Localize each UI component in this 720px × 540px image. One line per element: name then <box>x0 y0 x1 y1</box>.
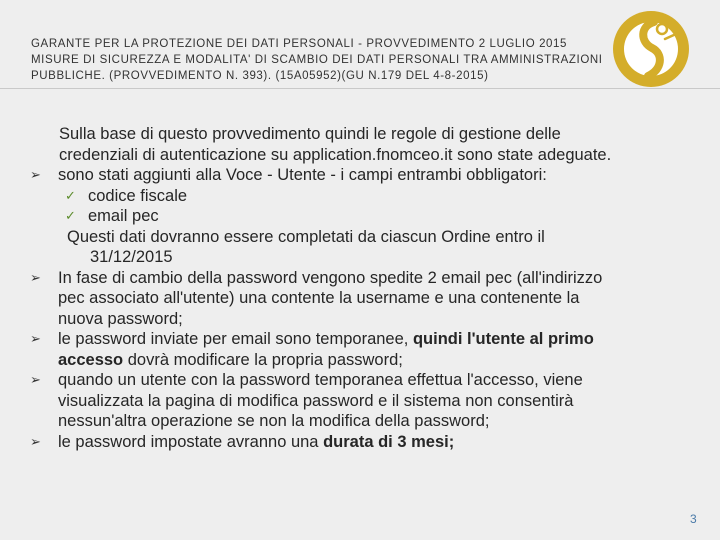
intro-line-2: credenziali di autenticazione su application.fnomceo.it sono state adeguate. <box>59 145 612 164</box>
arrow-bullet-icon: ➢ <box>30 372 41 387</box>
checkmark-icon: ✓ <box>65 208 76 223</box>
bullet-continuation: pec associato all'utente) una contente la username e una contenente la <box>58 289 580 307</box>
slide-header <box>31 36 631 84</box>
bullet-text: In fase di cambio della password vengono spedite 2 email pec (all'indirizzo <box>58 268 603 287</box>
header-line-1: GARANTE PER LA PROTEZIONE DEI DATI PERSONALI - PROVVEDIMENTO 2 LUGLIO 2015 <box>31 38 568 50</box>
page-number: 3 <box>690 512 697 526</box>
fnomceo-logo-icon <box>610 8 692 90</box>
bullet-item <box>30 370 700 391</box>
bullet-item <box>30 165 700 186</box>
bullet-continuation: nuova password; <box>58 309 183 328</box>
bullet-text: dovrà modificare la propria password; <box>123 350 403 369</box>
bullet-bold-text: accesso <box>58 350 124 369</box>
bullet-continuation: nessun'altra operazione se non la modifica della password; <box>58 412 490 430</box>
slide-body <box>30 124 700 452</box>
bullet-bold-text: quindi l'utente al primo <box>412 330 594 348</box>
check-item <box>30 206 700 227</box>
header-divider <box>0 88 720 89</box>
bullet-item <box>30 432 700 453</box>
intro-line-1: Sulla base di questo provvedimento quindi le regole di gestione delle <box>59 125 561 143</box>
note-line-1: Questi dati dovranno essere completati da ciascun Ordine entro il <box>67 227 545 246</box>
bullet-continuation <box>30 350 700 371</box>
arrow-bullet-icon: ➢ <box>30 433 41 449</box>
header-line-3: PUBBLICHE. (PROVVEDIMENTO N. 393). (15A05952)(GU N.179 DEL 4-8-2015) <box>31 70 489 82</box>
note-line-2: 31/12/2015 <box>90 248 173 266</box>
checkmark-icon: ✓ <box>65 187 76 203</box>
check-item <box>30 186 700 207</box>
bullet-text: le password impostate avranno una <box>58 432 324 451</box>
bullet-item <box>30 268 700 289</box>
bullet-item <box>30 329 700 350</box>
bullet-continuation: visualizzata la pagina di modifica password e il sistema non consentirà <box>58 391 574 410</box>
bullet-bold-text: durata di 3 mesi; <box>323 432 455 451</box>
bullet-text: le password inviate per email sono temporanee, <box>58 330 413 348</box>
arrow-bullet-icon: ➢ <box>30 269 41 285</box>
arrow-bullet-icon: ➢ <box>30 331 41 346</box>
arrow-bullet-icon: ➢ <box>30 167 41 182</box>
check-text: codice fiscale <box>88 186 188 205</box>
header-line-2: MISURE DI SICUREZZA E MODALITA' DI SCAMBIO DEI DATI PERSONALI TRA AMMINISTRAZIONI <box>31 54 603 66</box>
bullet-text: quando un utente con la password temporanea effettua l'accesso, viene <box>58 371 583 389</box>
bullet-text: sono stati aggiunti alla Voce - Utente - i campi entrambi obbligatori: <box>58 166 547 184</box>
check-text: email pec <box>88 207 159 225</box>
